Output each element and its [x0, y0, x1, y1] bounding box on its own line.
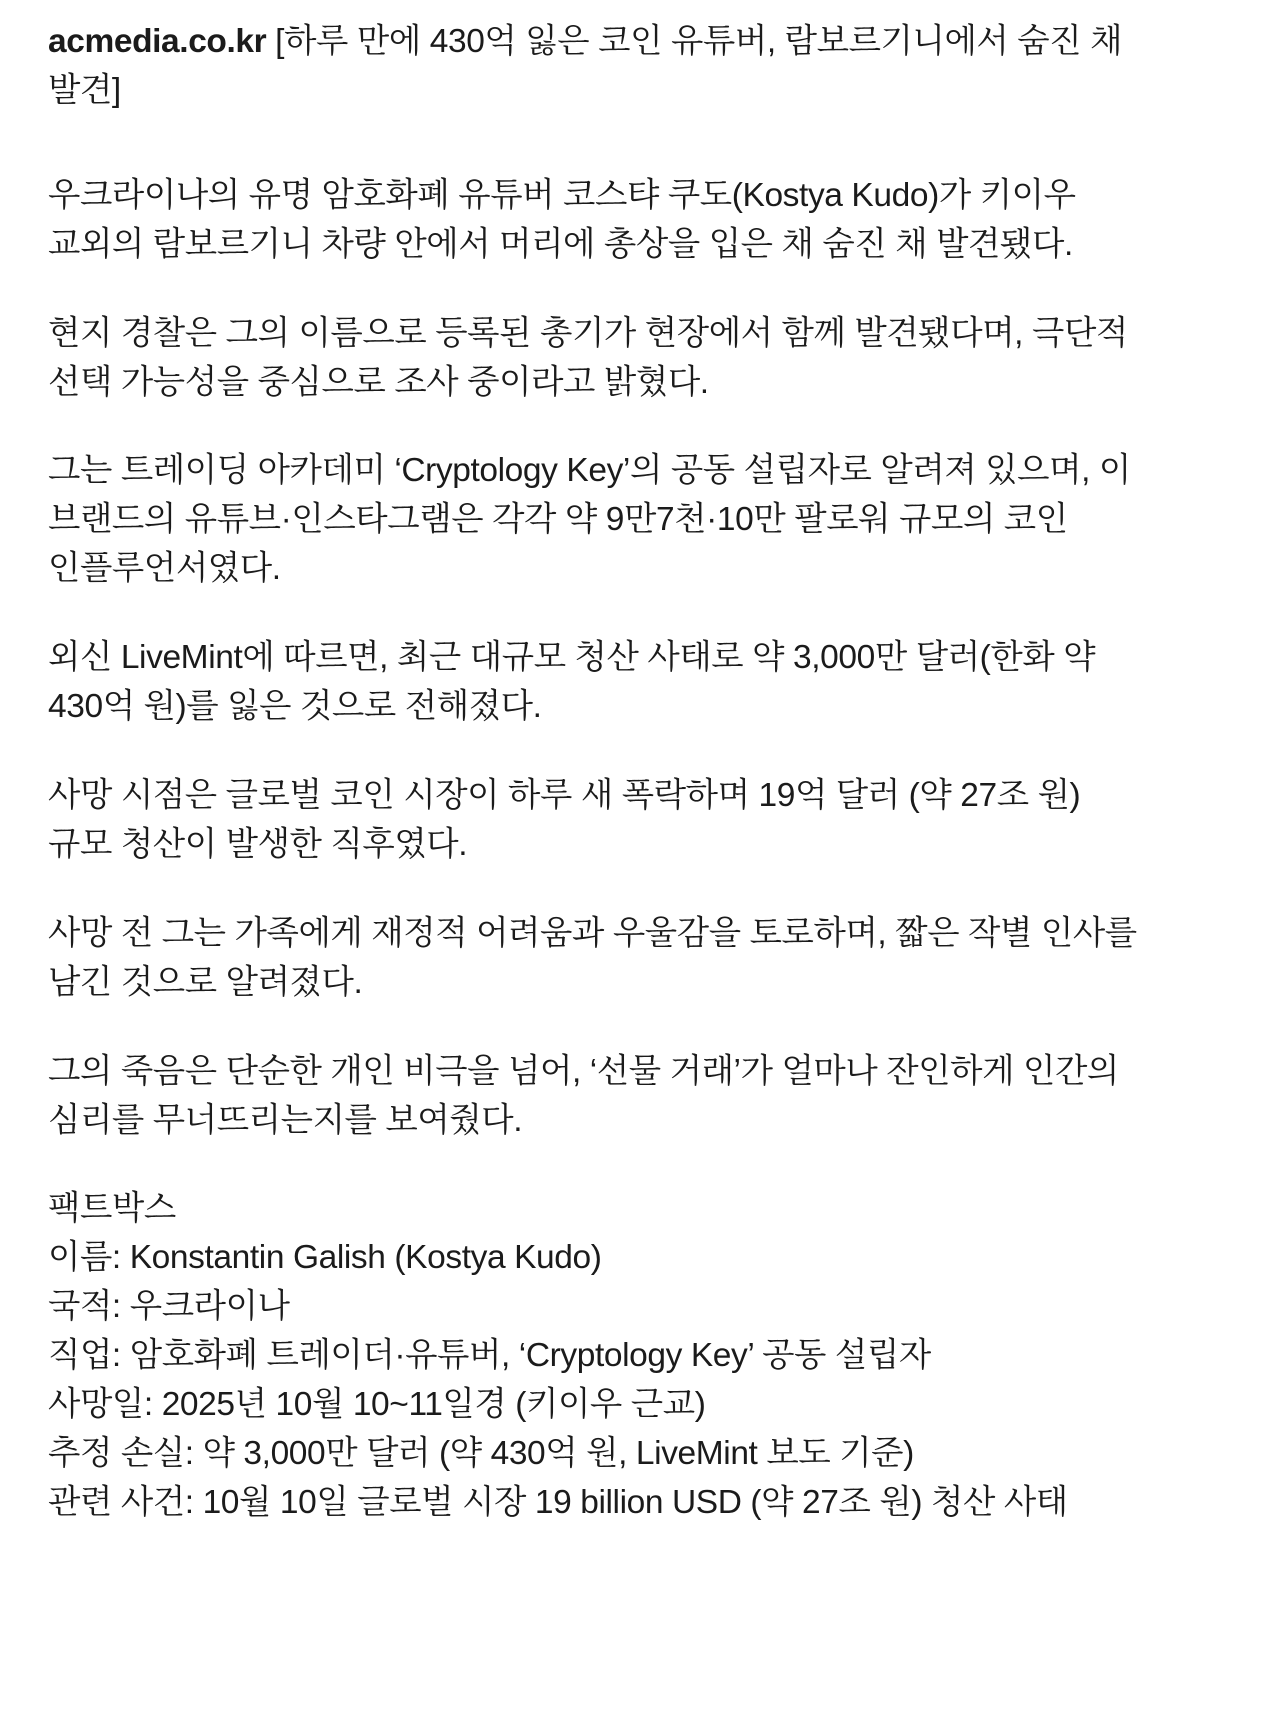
- factbox-title: 팩트박스: [48, 1190, 176, 1228]
- paragraph-3: 그는 트레이딩 아카데미 ‘Cryptology Key’의 공동 설립자로 알려져 있으며, 이 브랜드의 유튜브·인스타그램은 각각 약 9만7천·10만 팔로워 규모의 코인 인플루언서였다.: [48, 452, 1131, 588]
- paragraph-7: 그의 죽음은 단순한 개인 비극을 넘어, ‘선물 거래’가 얼마나 잔인하게 인간의 심리를 무너뜨리는지를 보여줬다.: [48, 1052, 1119, 1139]
- paragraph-4: 외신 LiveMint에 따르면, 최근 대규모 청산 사태로 약 3,000만 달러(한화 약 430억 원)를 잃은 것으로 전해졌다.: [48, 639, 1096, 726]
- factbox-line-nationality: 국적: 우크라이나: [48, 1288, 290, 1326]
- factbox-line-estimated-loss: 추정 손실: 약 3,000만 달러 (약 430억 원, LiveMint 보도 기준): [48, 1434, 914, 1472]
- factbox-line-name: 이름: Konstantin Galish (Kostya Kudo): [48, 1239, 602, 1277]
- headline: [48, 18, 1138, 116]
- source-name: acmedia.co.kr: [48, 23, 267, 60]
- article-body: [48, 18, 1138, 1528]
- paragraph-2: 현지 경찰은 그의 이름으로 등록된 총기가 현장에서 함께 발견됐다며, 극단적 선택 가능성을 중심으로 조사 중이라고 밝혔다.: [48, 314, 1128, 401]
- factbox-line-related-event: 관련 사건: 10월 10일 글로벌 시장 19 billion USD (약 27조 원) 청산 사태: [48, 1483, 1068, 1521]
- paragraph-5: 사망 시점은 글로벌 코인 시장이 하루 새 폭락하며 19억 달러 (약 27조 원) 규모 청산이 발생한 직후였다.: [48, 776, 1081, 863]
- paragraph-1: 우크라이나의 유명 암호화폐 유튜버 코스탸 쿠도(Kostya Kudo)가 키이우 교외의 람보르기니 차량 안에서 머리에 총상을 입은 채 숨진 채 발견됐다.: [48, 176, 1076, 263]
- paragraph-6: 사망 전 그는 가족에게 재정적 어려움과 우울감을 토로하며, 짧은 작별 인사를 남긴 것으로 알려졌다.: [48, 914, 1137, 1001]
- factbox-line-occupation: 직업: 암호화폐 트레이더·유튜버, ‘Cryptology Key’ 공동 설립자: [48, 1337, 931, 1375]
- factbox: [48, 1185, 1138, 1527]
- factbox-line-death-date: 사망일: 2025년 10월 10~11일경 (키이우 근교): [48, 1386, 706, 1424]
- headline-text: [하루 만에 430억 잃은 코인 유튜버, 람보르기니에서 숨진 채 발견]: [48, 23, 1123, 109]
